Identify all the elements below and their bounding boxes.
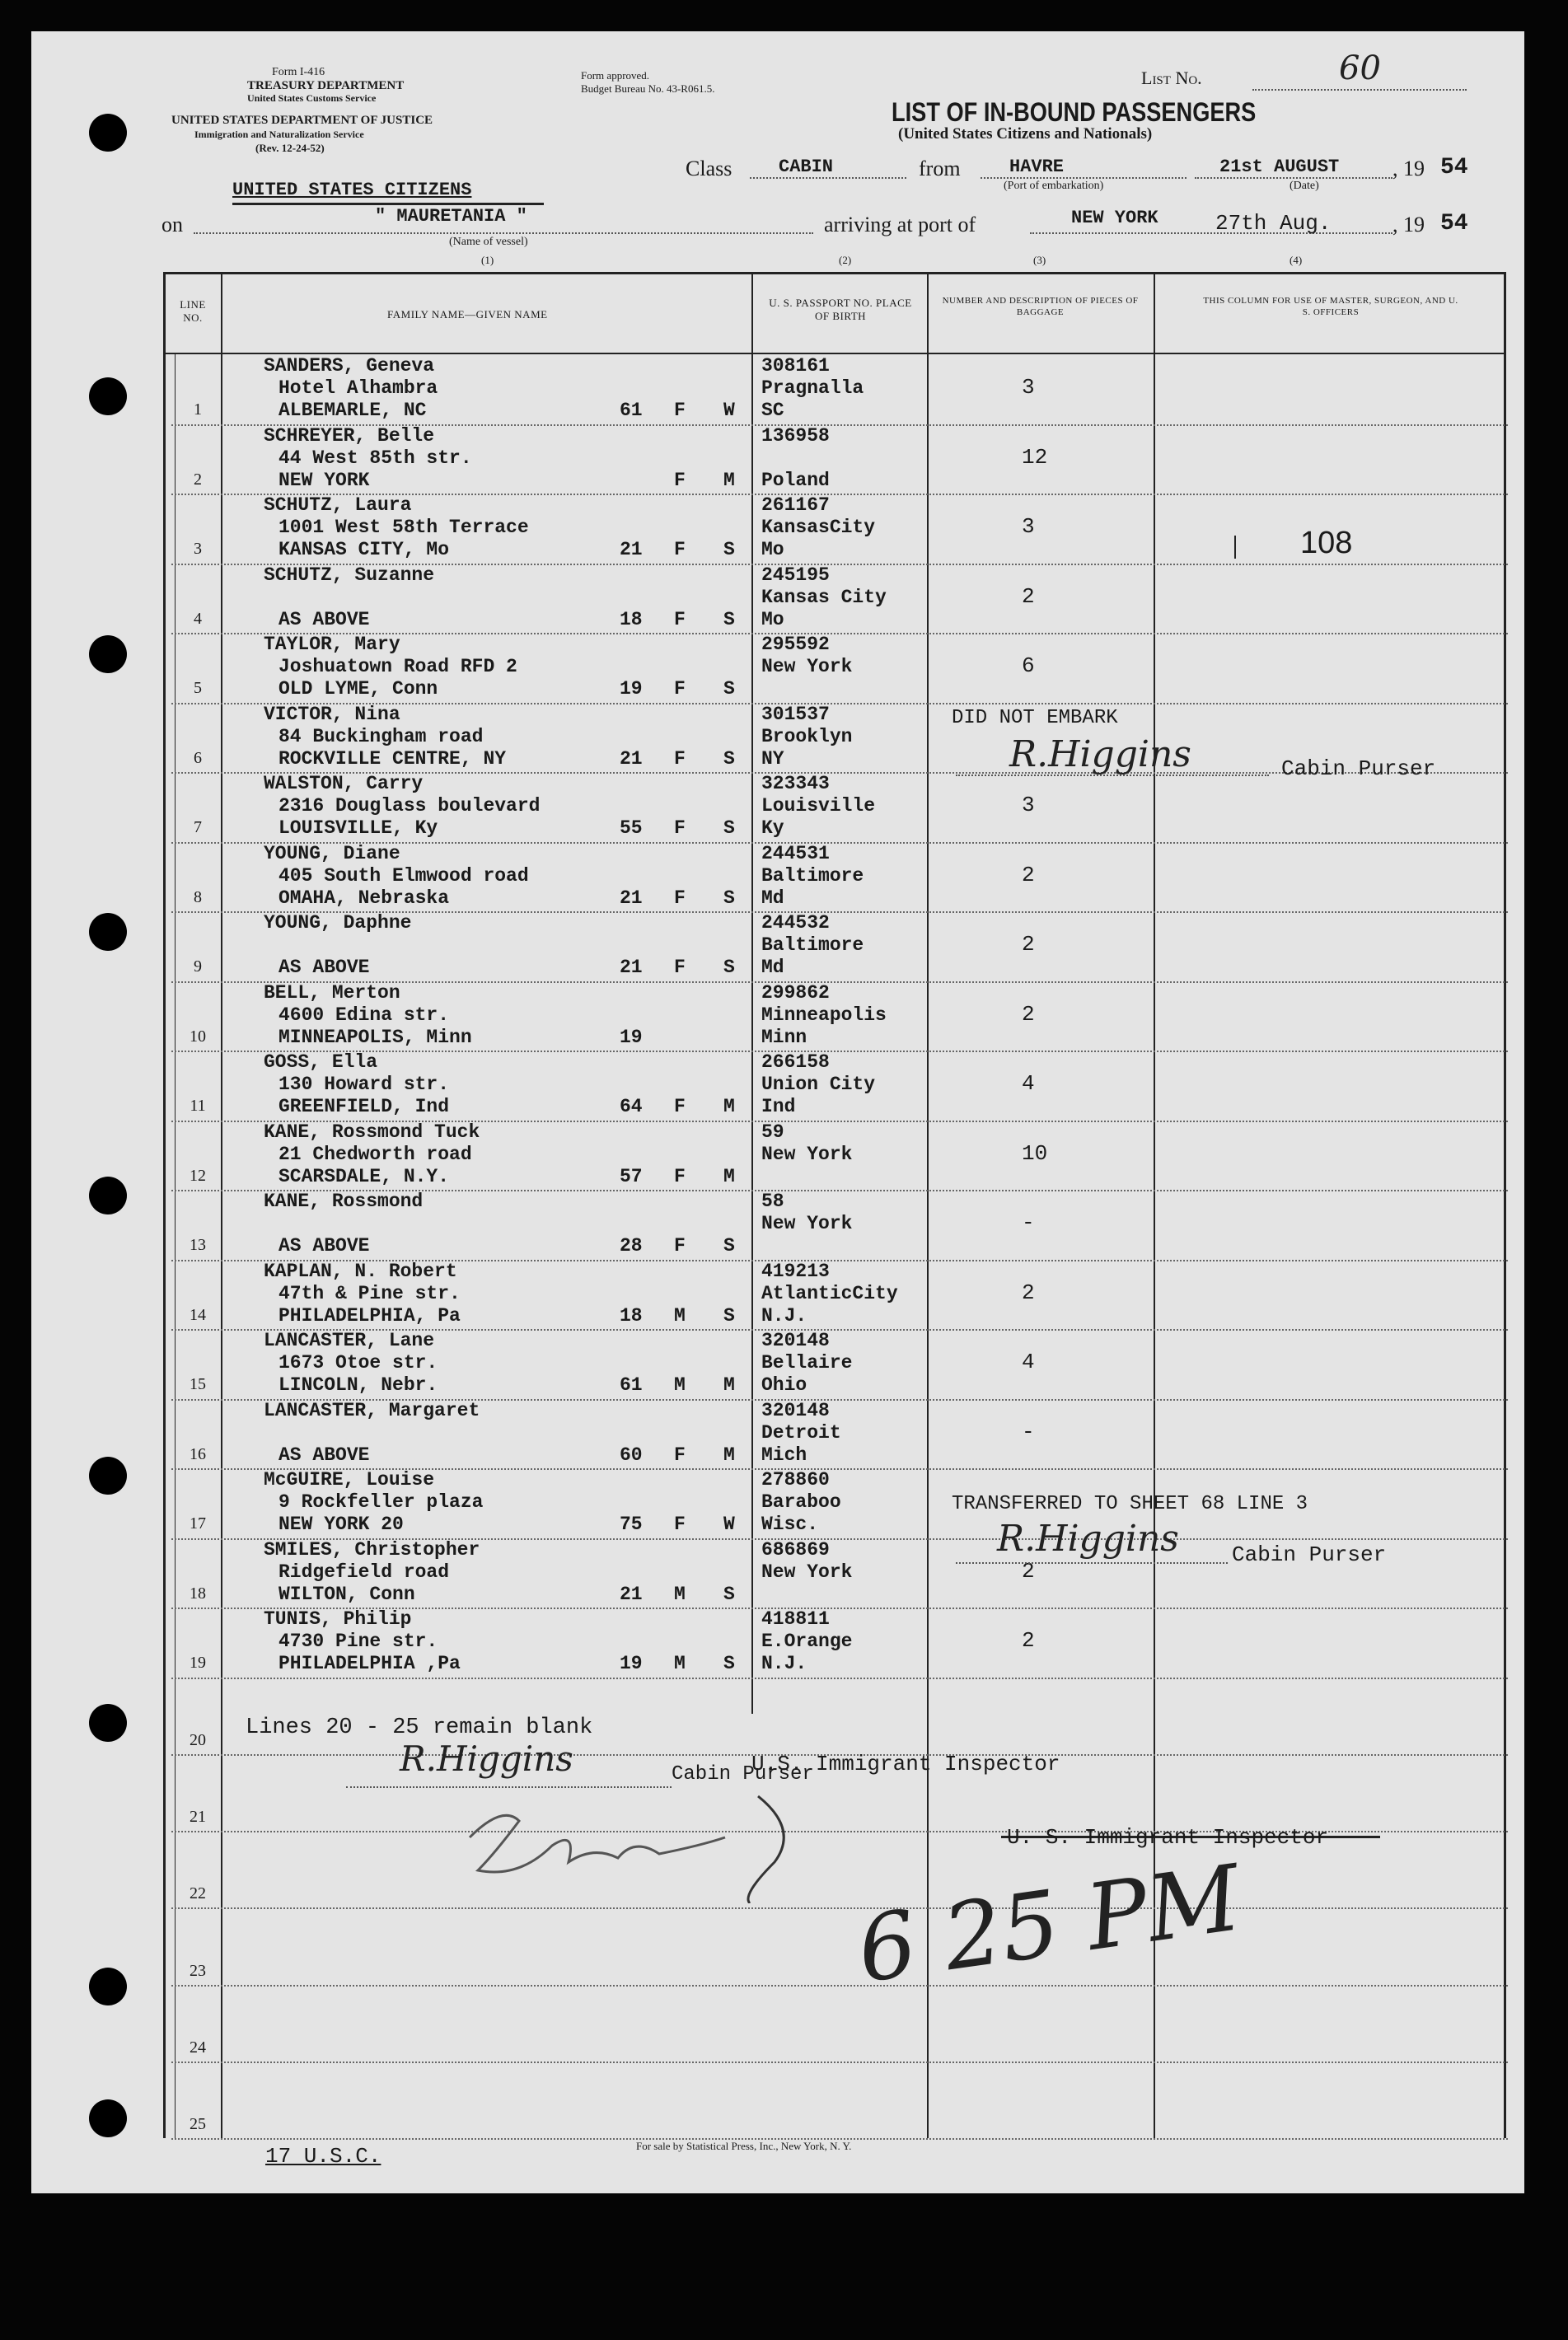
row-divider: [171, 1907, 1508, 1909]
birth-place-state: NY: [761, 747, 784, 770]
th-line-no: LINE NO.: [180, 298, 206, 324]
birth-place-state: SC: [761, 400, 784, 421]
customs-service: United States Customs Service: [247, 92, 377, 104]
from-value: HAVRE: [1009, 157, 1065, 177]
passenger-age: 19: [620, 1026, 643, 1048]
line-number: 18: [190, 1584, 206, 1603]
row-divider: [171, 2062, 1508, 2063]
birth-place: Minneapolis: [761, 1004, 887, 1026]
line-number: 20: [190, 1730, 206, 1749]
passenger-marital: M: [723, 1374, 735, 1396]
passenger-marital: S: [723, 817, 735, 839]
passenger-marital: S: [723, 1653, 735, 1674]
passenger-age: 18: [620, 608, 643, 630]
inspector-signature: [453, 1788, 824, 1903]
passport-number: 320148: [761, 1399, 830, 1421]
passenger-city: NEW YORK: [278, 469, 370, 491]
treasury-dept: TREASURY DEPARTMENT: [247, 79, 405, 92]
punch-hole: [89, 1177, 127, 1214]
passenger-address: 9 Rockfeller plaza: [278, 1491, 484, 1513]
passport-number: 58: [761, 1191, 784, 1212]
passenger-address: 21 Chedworth road: [278, 1143, 472, 1165]
passenger-address: 47th & Pine str.: [278, 1282, 461, 1304]
passenger-name: YOUNG, Diane: [264, 842, 400, 864]
baggage-count: 2: [1022, 583, 1035, 609]
line-number: 1: [194, 400, 202, 419]
vessel-name: " MAURETANIA ": [375, 206, 527, 227]
passenger-name: SMILES, Christopher: [264, 1538, 480, 1561]
passenger-marital: S: [723, 1304, 735, 1327]
passenger-address: Ridgefield road: [278, 1561, 450, 1583]
arrival-year: 54: [1440, 211, 1468, 236]
passenger-marital: M: [723, 1165, 735, 1187]
line-number: 7: [194, 818, 202, 836]
passenger-city: PHILADELPHIA, Pa: [278, 1304, 461, 1327]
passenger-sex: F: [674, 1235, 686, 1257]
line-number: 13: [190, 1236, 206, 1254]
immigrant-inspector-printed: U. S. Immigrant Inspector: [1007, 1825, 1329, 1850]
passport-number: 244532: [761, 912, 830, 934]
date-label: (Date): [1290, 180, 1319, 192]
passport-number: 244531: [761, 842, 830, 864]
birth-place: Pragnalla: [761, 377, 864, 399]
punch-hole: [89, 114, 127, 152]
birth-place: Kansas City: [761, 586, 887, 608]
birth-place: New York: [761, 1213, 853, 1234]
passenger-marital: S: [723, 957, 735, 978]
passenger-name: SCHREYER, Belle: [264, 424, 435, 447]
passenger-city: WILTON, Conn: [278, 1583, 415, 1605]
birth-place-state: Md: [761, 957, 784, 978]
line-number: 21: [190, 1808, 206, 1826]
from-label: from: [919, 157, 961, 180]
passenger-age: 19: [620, 678, 643, 700]
line-number: 4: [194, 609, 202, 628]
birth-place-state: Ind: [761, 1096, 796, 1117]
arriving-label: arriving at port of: [824, 213, 976, 236]
passenger-address: 4730 Pine str.: [278, 1631, 438, 1652]
port-embarkation-label: (Port of embarkation): [1004, 180, 1104, 192]
transferred-note: TRANSFERRED TO SHEET 68 LINE 3: [952, 1493, 1308, 1515]
birth-place: Union City: [761, 1074, 876, 1095]
birth-place: Brooklyn: [761, 725, 853, 747]
page-subtitle: (United States Citizens and Nationals): [898, 125, 1153, 143]
line-number: 9: [194, 957, 202, 976]
passport-number: 299862: [761, 981, 830, 1004]
passenger-age: 18: [620, 1304, 643, 1327]
passenger-name: SANDERS, Geneva: [264, 355, 435, 377]
form-approved: Form approved.: [581, 69, 650, 82]
passport-number: 686869: [761, 1538, 830, 1561]
passport-number: 308161: [761, 355, 830, 377]
passenger-marital: S: [723, 747, 735, 770]
form-number: Form I-416: [272, 66, 325, 78]
birth-place-state: N.J.: [761, 1653, 807, 1674]
usc-reference: 17 U.S.C.: [265, 2144, 381, 2169]
passenger-sex: F: [674, 400, 686, 421]
passport-number: 419213: [761, 1260, 830, 1282]
birth-place-state: Mo: [761, 608, 784, 630]
on-label: on: [161, 213, 183, 236]
cabin-purser-17: Cabin Purser: [1232, 1542, 1387, 1567]
line-number: 5: [194, 679, 202, 697]
line-number: 17: [190, 1514, 206, 1533]
passenger-city: GREENFIELD, Ind: [278, 1096, 450, 1117]
line-number: 10: [190, 1027, 206, 1046]
baggage-count: 2: [1022, 1628, 1035, 1653]
passenger-age: 55: [620, 817, 643, 839]
cabin-purser-6: Cabin Purser: [1281, 756, 1436, 781]
th-officers: THIS COLUMN FOR USE OF MASTER, SURGEON, AND U. S. OFFICERS: [1203, 296, 1458, 317]
passenger-city: LINCOLN, Nebr.: [278, 1374, 438, 1396]
passenger-count: 108: [1300, 526, 1353, 560]
immigrant-inspector-typed: U.S. Immigrant Inspector: [751, 1752, 1060, 1776]
passenger-name: BELL, Merton: [264, 981, 400, 1004]
ins-line: Immigration and Naturalization Service: [194, 129, 364, 140]
punch-hole: [89, 1457, 127, 1495]
passenger-city: AS ABOVE: [278, 957, 370, 978]
passenger-city: AS ABOVE: [278, 1235, 370, 1257]
col-num-2: (2): [839, 254, 852, 266]
baggage-count: -: [1022, 1419, 1035, 1444]
line-number: 25: [190, 2115, 206, 2133]
baggage-count: 2: [1022, 1001, 1035, 1027]
passenger-age: 60: [620, 1444, 643, 1466]
passenger-sex: F: [674, 1096, 686, 1117]
passenger-address: 130 Howard str.: [278, 1074, 450, 1095]
baggage-count: 10: [1022, 1140, 1048, 1166]
birth-place-state: Minn: [761, 1026, 807, 1048]
remain-blank-note: Lines 20 - 25 remain blank: [246, 1715, 593, 1740]
passenger-age: 28: [620, 1235, 643, 1257]
birth-place: Baltimore: [761, 934, 864, 956]
line-number: 19: [190, 1654, 206, 1672]
year-prefix-2: , 19: [1392, 213, 1425, 236]
baggage-count: 6: [1022, 653, 1035, 678]
line-number: 24: [190, 2038, 206, 2057]
line-number: 12: [190, 1166, 206, 1185]
passenger-name: LANCASTER, Margaret: [264, 1399, 480, 1421]
line-number: 14: [190, 1305, 206, 1324]
passenger-sex: M: [674, 1304, 686, 1327]
passenger-sex: M: [674, 1374, 686, 1396]
birth-place: Baltimore: [761, 864, 864, 887]
passenger-sex: F: [674, 817, 686, 839]
birth-place: New York: [761, 656, 853, 677]
passenger-sex: F: [674, 747, 686, 770]
passenger-sex: F: [674, 1514, 686, 1535]
birth-place: KansasCity: [761, 517, 876, 538]
punch-hole: [89, 1704, 127, 1742]
class-value: CABIN: [779, 157, 834, 177]
birth-place: AtlanticCity: [761, 1282, 898, 1304]
passenger-sex: M: [674, 1583, 686, 1605]
baggage-count: 2: [1022, 1280, 1035, 1305]
passenger-city: AS ABOVE: [278, 608, 370, 630]
passenger-name: LANCASTER, Lane: [264, 1330, 435, 1351]
passenger-name: KAPLAN, N. Robert: [264, 1260, 457, 1282]
passenger-age: 21: [620, 957, 643, 978]
passenger-address: 1001 West 58th Terrace: [278, 517, 529, 538]
purser-signature-6: R.Higgins: [1009, 733, 1191, 775]
passenger-marital: S: [723, 1583, 735, 1605]
passenger-name: YOUNG, Daphne: [264, 912, 412, 934]
col-num-1: (1): [481, 254, 494, 266]
line-number: 22: [190, 1884, 206, 1903]
passenger-age: 61: [620, 1374, 643, 1396]
baggage-count: 2: [1022, 932, 1035, 957]
year-prefix: , 19: [1392, 157, 1425, 180]
col-num-3: (3): [1033, 254, 1046, 266]
passenger-marital: W: [723, 400, 735, 421]
passenger-sex: F: [674, 1444, 686, 1466]
passenger-name: WALSTON, Carry: [264, 773, 424, 794]
passport-number: 323343: [761, 773, 830, 794]
passenger-city: KANSAS CITY, Mo: [278, 539, 450, 560]
passenger-sex: F: [674, 469, 686, 491]
passenger-marital: S: [723, 539, 735, 560]
date-value: 21st AUGUST: [1219, 157, 1340, 177]
passport-number: 320148: [761, 1330, 830, 1351]
passenger-sex: F: [674, 608, 686, 630]
passenger-age: 64: [620, 1096, 643, 1117]
birth-place-state: Poland: [761, 469, 830, 491]
passport-number: 301537: [761, 703, 830, 725]
page-title: LIST OF IN-BOUND PASSENGERS: [892, 97, 1257, 127]
passenger-address: 84 Buckingham road: [278, 725, 484, 747]
passenger-address: 405 South Elmwood road: [278, 864, 529, 887]
passenger-sex: F: [674, 678, 686, 700]
passenger-name: KANE, Rossmond: [264, 1191, 424, 1212]
line-number: 8: [194, 887, 202, 906]
baggage-count: 2: [1022, 1558, 1035, 1584]
passenger-sex: M: [674, 1653, 686, 1674]
passenger-marital: M: [723, 1096, 735, 1117]
passenger-address: 44 West 85th str.: [278, 447, 472, 469]
baggage-count: 4: [1022, 1071, 1035, 1096]
passenger-city: ROCKVILLE CENTRE, NY: [278, 747, 507, 770]
revision: (Rev. 12-24-52): [255, 142, 325, 154]
punch-hole: [89, 913, 127, 951]
punch-hole: [89, 377, 127, 415]
did-not-embark-note: DID NOT EMBARK: [952, 707, 1118, 729]
punch-hole: [89, 635, 127, 673]
birth-place-state: Md: [761, 887, 784, 909]
line-number: 3: [194, 540, 202, 558]
birth-place: E.Orange: [761, 1631, 853, 1652]
passenger-marital: M: [723, 1444, 735, 1466]
row-divider: [171, 1678, 1508, 1679]
passenger-city: LOUISVILLE, Ky: [278, 817, 438, 839]
passport-number: 266158: [761, 1051, 830, 1073]
arrival-date: 27th Aug.: [1215, 211, 1332, 236]
us-citizens-stamp: UNITED STATES CITIZENS: [232, 180, 472, 200]
birth-place-state: N.J.: [761, 1304, 807, 1327]
birth-place: Bellaire: [761, 1352, 853, 1374]
passenger-age: 21: [620, 887, 643, 909]
passport-number: 418811: [761, 1608, 830, 1630]
passenger-name: TAYLOR, Mary: [264, 634, 400, 655]
birth-place-state: Mich: [761, 1444, 807, 1466]
passenger-name: VICTOR, Nina: [264, 703, 400, 725]
passenger-marital: S: [723, 1235, 735, 1257]
passenger-address: Joshuatown Road RFD 2: [278, 656, 517, 677]
passport-number: 278860: [761, 1469, 830, 1491]
passenger-age: 19: [620, 1653, 643, 1674]
passenger-city: OLD LYME, Conn: [278, 678, 438, 700]
passenger-age: 61: [620, 400, 643, 421]
baggage-count: 3: [1022, 793, 1035, 817]
arrival-port: NEW YORK: [1071, 208, 1158, 228]
passport-number: 261167: [761, 494, 830, 516]
passport-number: 295592: [761, 634, 830, 655]
cabin-purser-footer: Cabin Purser: [672, 1763, 814, 1785]
birth-place: Louisville: [761, 795, 876, 817]
baggage-count: 3: [1022, 514, 1035, 539]
line-number: 2: [194, 470, 202, 489]
birth-place: Detroit: [761, 1421, 841, 1444]
passenger-marital: S: [723, 678, 735, 700]
passenger-city: SCARSDALE, N.Y.: [278, 1165, 450, 1187]
passenger-age: 21: [620, 1583, 643, 1605]
col-num-4: (4): [1290, 254, 1303, 266]
justice-dept: UNITED STATES DEPARTMENT OF JUSTICE: [171, 114, 433, 127]
passenger-city: PHILADELPHIA ,Pa: [278, 1653, 461, 1674]
line-number: 11: [190, 1097, 206, 1115]
passport-number: 136958: [761, 424, 830, 447]
line-number: 16: [190, 1444, 206, 1463]
birth-place: Baraboo: [761, 1491, 841, 1513]
passenger-city: NEW YORK 20: [278, 1514, 404, 1535]
th-name: FAMILY NAME—GIVEN NAME: [387, 308, 548, 321]
passenger-name: McGUIRE, Louise: [264, 1469, 435, 1491]
year-value: 54: [1440, 155, 1468, 180]
passenger-age: 75: [620, 1514, 643, 1535]
row-divider: [171, 1985, 1508, 1987]
passenger-name: KANE, Rossmond Tuck: [264, 1121, 480, 1143]
th-baggage: NUMBER AND DESCRIPTION OF PIECES OF BAGGAGE: [942, 296, 1139, 317]
baggage-count: -: [1022, 1210, 1035, 1235]
line-number: 15: [190, 1375, 206, 1393]
passenger-name: SCHUTZ, Laura: [264, 494, 412, 516]
passenger-sex: F: [674, 887, 686, 909]
birth-place: New York: [761, 1561, 853, 1583]
birth-place-state: Mo: [761, 539, 784, 560]
passenger-address: 4600 Edina str.: [278, 1004, 450, 1026]
list-no-label: List No.: [1141, 68, 1202, 88]
printer-note: For sale by Statistical Press, Inc., New York, N. Y.: [636, 2140, 852, 2152]
passenger-address: Hotel Alhambra: [278, 377, 438, 399]
passenger-sex: F: [674, 957, 686, 978]
passenger-name: GOSS, Ella: [264, 1051, 378, 1073]
passenger-address: 2316 Douglass boulevard: [278, 795, 541, 817]
passenger-marital: S: [723, 608, 735, 630]
passenger-age: 21: [620, 539, 643, 560]
passenger-age: 57: [620, 1165, 643, 1187]
passenger-name: SCHUTZ, Suzanne: [264, 564, 435, 586]
passenger-sex: F: [674, 1165, 686, 1187]
vessel-label: (Name of vessel): [449, 236, 528, 248]
birth-place-state: Ky: [761, 817, 784, 839]
baggage-count: 3: [1022, 375, 1035, 400]
punch-hole: [89, 2099, 127, 2137]
budget-bureau: Budget Bureau No. 43-R061.5.: [581, 82, 715, 95]
passenger-city: MINNEAPOLIS, Minn: [278, 1026, 472, 1048]
baggage-count: 2: [1022, 862, 1035, 887]
birth-place: New York: [761, 1143, 853, 1165]
passenger-address: 1673 Otoe str.: [278, 1352, 438, 1374]
passenger-marital: M: [723, 469, 735, 491]
birth-place-state: Wisc.: [761, 1514, 819, 1535]
passport-number: 245195: [761, 564, 830, 586]
line-number: 6: [194, 748, 202, 767]
passenger-marital: W: [723, 1514, 735, 1535]
passenger-sex: F: [674, 539, 686, 560]
punch-hole: [89, 1968, 127, 2005]
passenger-name: TUNIS, Philip: [264, 1608, 412, 1630]
purser-signature-17: R.Higgins: [997, 1518, 1179, 1560]
passport-number: 59: [761, 1121, 784, 1143]
passenger-city: OMAHA, Nebraska: [278, 887, 450, 909]
baggage-count: 12: [1022, 444, 1048, 470]
class-label: Class: [686, 157, 733, 180]
list-no-value: 60: [1339, 49, 1381, 87]
baggage-count: 4: [1022, 1350, 1035, 1374]
passenger-marital: S: [723, 887, 735, 909]
th-passport: U. S. PASSPORT NO. PLACE OF BIRTH: [769, 297, 912, 322]
passenger-city: ALBEMARLE, NC: [278, 400, 427, 421]
purser-signature-footer: R.Higgins: [400, 1739, 573, 1779]
passenger-age: 21: [620, 747, 643, 770]
birth-place-state: Ohio: [761, 1374, 807, 1396]
line-number: 23: [190, 1961, 206, 1980]
handwritten-time: 6 25 PM: [851, 1845, 1247, 2003]
passenger-city: AS ABOVE: [278, 1444, 370, 1466]
